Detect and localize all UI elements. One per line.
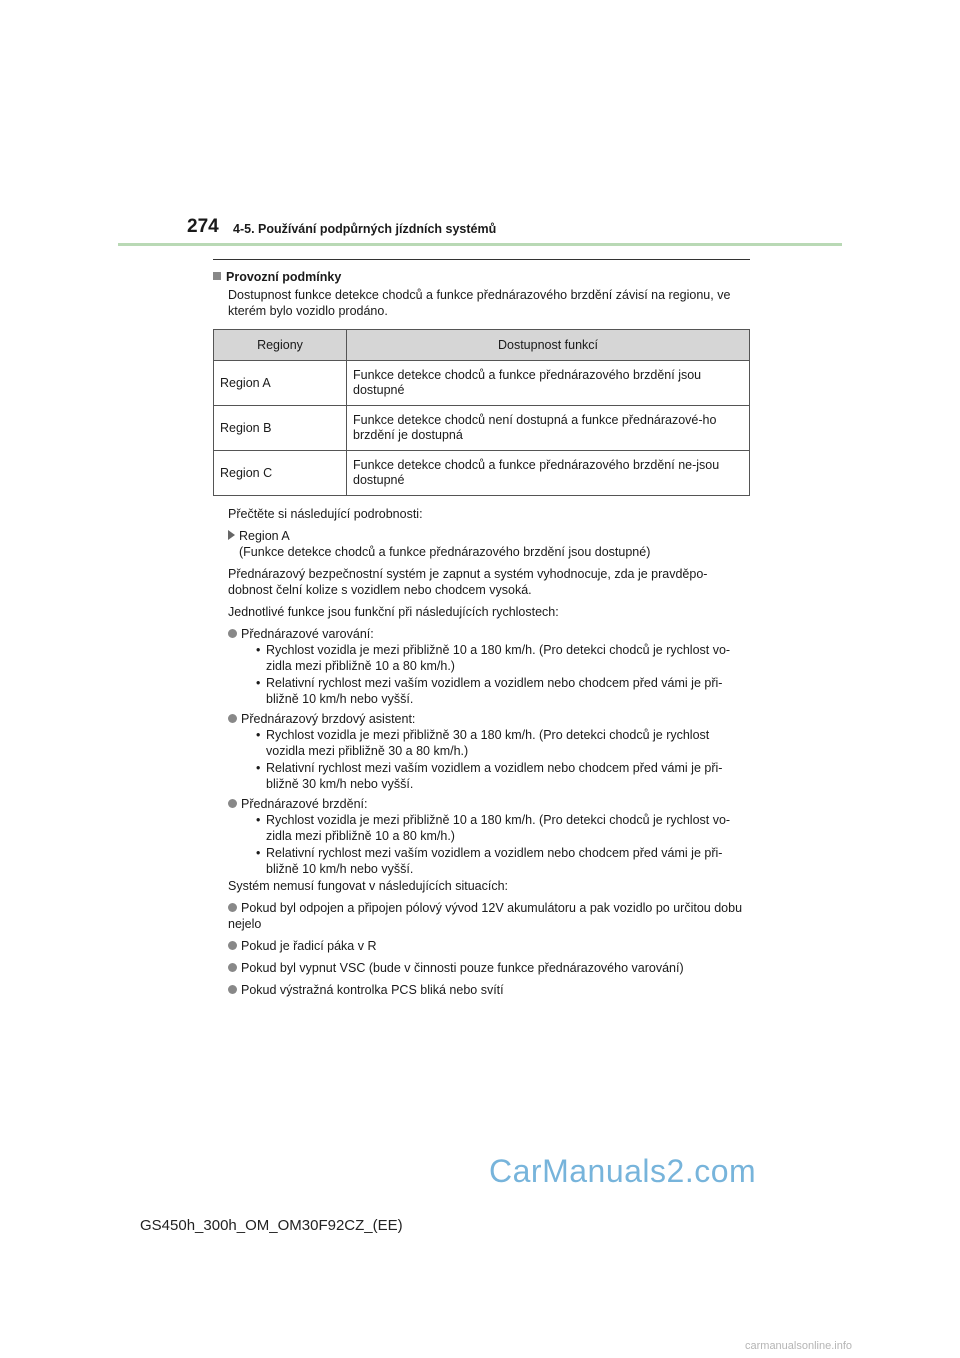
table-cell: Funkce detekce chodců není dostupná a funkce přednárazové-ho brzdění je dostupná [347, 406, 750, 451]
table-cell: Funkce detekce chodců a funkce přednárazového brzdění jsou dostupné [347, 361, 750, 406]
table-cell: Region C [214, 451, 347, 496]
sub-item: • Rychlost vozidla je mezi přibližně 30 a 180 km/h. (Pro detekci chodců je rychlost vozidla mezi přibližně 30 a 80 km/h.) [256, 728, 710, 758]
read-more-text: Přečtěte si následující podrobnosti: [228, 507, 423, 521]
dot-bullet-icon [228, 629, 237, 638]
table-cell: Region B [214, 406, 347, 451]
function-list [213, 626, 750, 877]
list-item: Přednárazové brzdění: • Rychlost vozidla je mezi přibližně 10 a 180 km/h. (Pro detekci chodců je rychlost vo-zidla mezi přibližně 10 a 80 km/h.) • Relativní rychlost mezi vaším vozidlem a vozidlem nebo chodcem před vámi je při-bližně 10 km/h nebo vyšší. [228, 796, 750, 877]
footer-code: GS450h_300h_OM_OM30F92CZ_(EE) [140, 1217, 403, 1234]
list-item: Pokud výstražná kontrolka PCS bliká nebo svítí [228, 982, 750, 998]
chapter-title: 4-5. Používání podpůrných jízdních systémů [233, 222, 497, 236]
paragraph: Systém nemusí fungovat v následujících situacích: [228, 879, 508, 893]
list-item: Pokud je řadicí páka v R [228, 938, 750, 954]
dot-bullet-icon [228, 903, 237, 912]
page-number: 274 [187, 216, 219, 237]
table-row [214, 361, 750, 406]
list-item: Pokud byl odpojen a připojen pólový vývod 12V akumulátoru a pak vozidlo po určitou dobu nejelo [228, 901, 743, 931]
sub-item: • Rychlost vozidla je mezi přibližně 10 a 180 km/h. (Pro detekci chodců je rychlost vo-zidla mezi přibližně 10 a 80 km/h.) [256, 643, 731, 673]
list-item: Pokud byl vypnut VSC (bude v činnosti pouze funkce přednárazového varování) [228, 960, 750, 976]
table-row [214, 406, 750, 451]
section-intro: Dostupnost funkce detekce chodců a funkce přednárazového brzdění závisí na regionu, ve kterém bylo vozidlo prodáno. [228, 288, 731, 318]
paragraph: Jednotlivé funkce jsou funkční při následujících rychlostech: [228, 605, 559, 619]
sub-item: • Relativní rychlost mezi vaším vozidlem a vozidlem nebo chodcem před vámi je při-bližně 10 km/h nebo vyšší. [256, 846, 723, 876]
situation-list [213, 900, 750, 998]
table-header-availability: Dostupnost funkcí [347, 330, 750, 361]
sub-item: • Relativní rychlost mezi vaším vozidlem a vozidlem nebo chodcem před vámi je při-bližně 30 km/h nebo vyšší. [256, 761, 723, 791]
dot-bullet-icon [228, 985, 237, 994]
main-content [213, 269, 750, 1002]
region-a-subtitle: (Funkce detekce chodců a funkce přednárazového brzdění jsou dostupné) [239, 545, 651, 559]
dot-bullet-icon [228, 714, 237, 723]
dot-bullet-icon [228, 941, 237, 950]
triangle-bullet-icon [228, 530, 235, 540]
table-cell: Funkce detekce chodců a funkce přednárazového brzdění ne-jsou dostupné [347, 451, 750, 496]
region-a-block [213, 528, 750, 560]
table-row [214, 451, 750, 496]
square-bullet-icon [213, 272, 221, 280]
section-title: Provozní podmínky [213, 269, 750, 285]
sub-item: • Rychlost vozidla je mezi přibližně 10 a 180 km/h. (Pro detekci chodců je rychlost vo-zidla mezi přibližně 10 a 80 km/h.) [256, 813, 731, 843]
header-divider [118, 243, 842, 246]
table-header-row [214, 330, 750, 361]
table-cell: Region A [214, 361, 347, 406]
watermark-text: carmanualsonline.info [745, 1340, 853, 1352]
table-header-regions: Regiony [214, 330, 347, 361]
list-item: Přednárazový brzdový asistent: • Rychlost vozidla je mezi přibližně 30 a 180 km/h. (Pro detekci chodců je rychlost vozidla mezi přibližně 30 a 80 km/h.) • Relativní rychlost mezi vaším vozidlem a vozidlem nebo chodcem před vámi je při-bližně 30 km/h nebo vyšší. [228, 711, 750, 792]
region-a-title: Region A [239, 529, 290, 543]
section-divider [213, 259, 750, 260]
dot-bullet-icon [228, 963, 237, 972]
regions-table [213, 329, 750, 496]
list-item: Přednárazové varování: • Rychlost vozidla je mezi přibližně 10 a 180 km/h. (Pro detekci chodců je rychlost vo-zidla mezi přibližně 10 a 80 km/h.) • Relativní rychlost mezi vaším vozidlem a vozidlem nebo chodcem před vámi je při-bližně 10 km/h nebo vyšší. [228, 626, 750, 707]
paragraph: Přednárazový bezpečnostní systém je zapnut a systém vyhodnocuje, zda je pravděpo-dobnost čelní kolize s vozidlem nebo chodcem vysoká. [228, 567, 708, 597]
watermark-logo: CarManuals2.com [489, 1153, 757, 1189]
sub-item: • Relativní rychlost mezi vaším vozidlem a vozidlem nebo chodcem před vámi je při-bližně 10 km/h nebo vyšší. [256, 676, 723, 706]
dot-bullet-icon [228, 799, 237, 808]
